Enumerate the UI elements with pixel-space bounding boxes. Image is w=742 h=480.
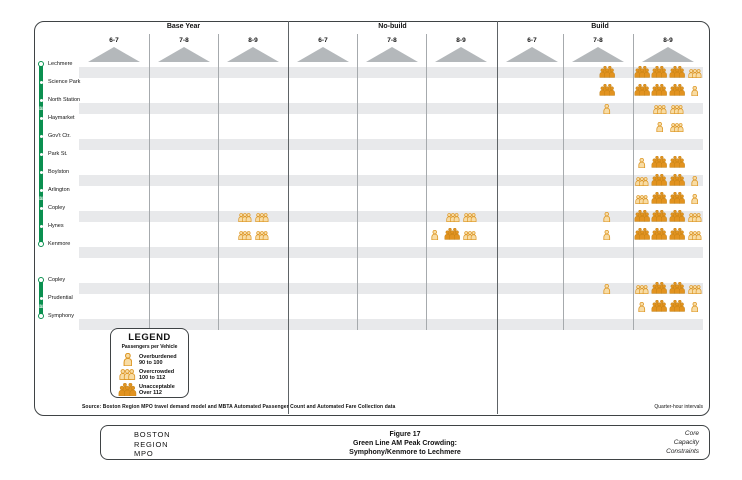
crowding-icon-overcrowded bbox=[446, 213, 460, 222]
overburdened-person-icon bbox=[116, 353, 139, 366]
crowding-icon-overburdened bbox=[691, 86, 699, 96]
crowding-icon-unacceptable bbox=[669, 228, 686, 240]
org-line: REGION bbox=[134, 439, 169, 449]
crowding-icon-overcrowded bbox=[463, 231, 477, 240]
peak-triangle-icon bbox=[435, 47, 487, 62]
crowding-icon-overburdened bbox=[603, 212, 611, 222]
figure-title-line: Symphony/Kenmore to Lechmere bbox=[349, 449, 461, 456]
station-label: Symphony bbox=[48, 312, 74, 319]
legend bbox=[110, 328, 189, 398]
crowding-icon-overcrowded bbox=[255, 231, 269, 240]
terminal-station-dot bbox=[38, 61, 44, 67]
terminal-station-dot bbox=[38, 277, 44, 283]
legend-item-range: 90 to 100 bbox=[139, 359, 163, 366]
section-label: No-build bbox=[378, 23, 407, 30]
legend-item-unacceptable bbox=[111, 382, 188, 397]
crowding-icon-overburdened bbox=[691, 302, 699, 312]
peak-triangle-icon bbox=[88, 47, 140, 62]
hour-label: 6-7 bbox=[318, 37, 328, 44]
crowding-icon-unacceptable bbox=[669, 300, 686, 312]
row-stripe bbox=[79, 139, 703, 150]
crowding-icon-overcrowded bbox=[238, 213, 252, 222]
crowding-icon-unacceptable bbox=[599, 66, 616, 78]
figure-number: Figure 17 bbox=[389, 431, 421, 438]
station-dot bbox=[40, 225, 43, 228]
station-dot bbox=[40, 207, 43, 210]
figure-title bbox=[101, 430, 709, 457]
peak-triangle-icon bbox=[572, 47, 624, 62]
source-note: Source: Boston Region MPO travel demand model and MBTA Automated Passenger Count and Automated Fare Collection data bbox=[82, 404, 396, 410]
crowding-icon-overcrowded bbox=[688, 213, 702, 222]
station-label: Science Park bbox=[48, 78, 81, 85]
hour-label: 8-9 bbox=[663, 37, 673, 44]
station-dot bbox=[40, 171, 43, 174]
overcrowded-persons-icon bbox=[116, 369, 139, 380]
crowding-icon-unacceptable bbox=[669, 174, 686, 186]
crowding-icon-overburdened bbox=[691, 176, 699, 186]
crowding-icon-unacceptable bbox=[634, 66, 651, 78]
report-tagline bbox=[666, 429, 699, 456]
station-label: North Station bbox=[48, 96, 81, 103]
hour-label: 8-9 bbox=[456, 37, 466, 44]
figure-title-line: Green Line AM Peak Crowding: bbox=[353, 440, 457, 447]
crowding-icon-unacceptable bbox=[634, 228, 651, 240]
crowding-icon-overburdened bbox=[691, 194, 699, 204]
column-divider bbox=[633, 34, 634, 330]
legend-title: LEGEND bbox=[128, 332, 171, 343]
hour-label: 8-9 bbox=[248, 37, 258, 44]
crowding-icon-overcrowded bbox=[688, 285, 702, 294]
section-divider bbox=[497, 21, 498, 414]
peak-triangle-icon bbox=[506, 47, 558, 62]
crowding-icon-overburdened bbox=[603, 230, 611, 240]
crowding-icon-overburdened bbox=[638, 158, 646, 168]
crowding-icon-overcrowded bbox=[670, 105, 684, 114]
legend-item-label: Overburdened bbox=[139, 353, 177, 360]
station-label: Kenmore bbox=[48, 240, 71, 247]
terminal-station-dot bbox=[38, 241, 44, 247]
row-stripe bbox=[79, 175, 703, 186]
legend-subtitle: Passengers per Vehicle bbox=[121, 344, 178, 350]
tagline-line: Constraints bbox=[666, 448, 699, 455]
crowding-icon-unacceptable bbox=[651, 174, 668, 186]
crowding-icon-overcrowded bbox=[463, 213, 477, 222]
legend-item-range: Over 112 bbox=[139, 389, 162, 396]
station-dot bbox=[40, 153, 43, 156]
crowding-icon-unacceptable bbox=[634, 210, 651, 222]
peak-triangle-icon bbox=[366, 47, 418, 62]
org-line: BOSTON bbox=[134, 430, 171, 439]
peak-triangle-icon bbox=[297, 47, 349, 62]
crowding-icon-unacceptable bbox=[651, 156, 668, 168]
legend-item-label: Unacceptable bbox=[139, 383, 175, 390]
station-label: Lechmere bbox=[48, 60, 73, 67]
crowding-icon-overcrowded bbox=[635, 195, 649, 204]
figure-footer bbox=[100, 425, 710, 460]
crowding-icon-overburdened bbox=[603, 284, 611, 294]
crowding-icon-unacceptable bbox=[669, 66, 686, 78]
section-label: Base Year bbox=[166, 23, 201, 30]
peak-triangle-icon bbox=[158, 47, 210, 62]
station-label: Boylston bbox=[48, 168, 70, 175]
section-label: Build bbox=[591, 23, 609, 30]
column-divider bbox=[426, 34, 427, 330]
station-label: Park St. bbox=[48, 150, 68, 157]
station-label: Hynes bbox=[48, 222, 64, 229]
peak-triangle-icon bbox=[227, 47, 279, 62]
column-divider bbox=[218, 34, 219, 330]
crowding-icon-overcrowded bbox=[635, 177, 649, 186]
hour-label: 7-8 bbox=[179, 37, 189, 44]
crowding-icon-overcrowded bbox=[670, 123, 684, 132]
peak-triangle-icon bbox=[642, 47, 694, 62]
crowding-icon-unacceptable bbox=[651, 228, 668, 240]
crowding-icon-unacceptable bbox=[599, 84, 616, 96]
crowding-icon-unacceptable bbox=[651, 66, 668, 78]
crowding-icon-overcrowded bbox=[238, 231, 252, 240]
station-label: Arlington bbox=[48, 186, 70, 193]
crowding-icon-unacceptable bbox=[651, 210, 668, 222]
terminal-station-dot bbox=[38, 313, 44, 319]
station-dot bbox=[40, 81, 43, 84]
commuter-rail-icon: ≋ bbox=[38, 195, 44, 202]
station-label: Gov't Ctr. bbox=[48, 132, 71, 139]
crowding-icon-unacceptable bbox=[444, 228, 461, 240]
tagline-line: Capacity bbox=[673, 439, 699, 446]
crowding-icon-unacceptable bbox=[669, 282, 686, 294]
row-stripe bbox=[79, 247, 703, 258]
hour-label: 6-7 bbox=[527, 37, 537, 44]
section-divider bbox=[288, 21, 289, 414]
crowding-icon-unacceptable bbox=[669, 84, 686, 96]
crowding-icon-unacceptable bbox=[651, 282, 668, 294]
crowding-icon-unacceptable bbox=[669, 192, 686, 204]
crowding-icon-overcrowded bbox=[653, 105, 667, 114]
station-label: Haymarket bbox=[48, 114, 75, 121]
crowding-icon-overcrowded bbox=[688, 231, 702, 240]
unacceptable-persons-icon bbox=[116, 383, 139, 396]
interval-note: Quarter-hour intervals bbox=[654, 404, 703, 410]
station-label: Copley bbox=[48, 204, 66, 211]
crowding-icon-unacceptable bbox=[669, 210, 686, 222]
crowding-icon-unacceptable bbox=[651, 300, 668, 312]
column-divider bbox=[149, 34, 150, 330]
crowding-icon-unacceptable bbox=[651, 84, 668, 96]
legend-item-overburdened bbox=[111, 352, 188, 367]
commuter-rail-icon: ≋ bbox=[38, 105, 44, 112]
station-dot bbox=[40, 135, 43, 138]
hour-label: 7-8 bbox=[387, 37, 397, 44]
legend-item-label: Overcrowded bbox=[139, 368, 175, 375]
commuter-rail-icon: ≋ bbox=[38, 303, 44, 310]
org-line: MPO bbox=[134, 449, 154, 458]
crowding-icon-unacceptable bbox=[669, 156, 686, 168]
station-label: Copley bbox=[48, 276, 66, 283]
station-dot bbox=[40, 99, 43, 102]
crowding-icon-overcrowded bbox=[635, 285, 649, 294]
crowding-icon-overcrowded bbox=[255, 213, 269, 222]
column-divider bbox=[357, 34, 358, 330]
legend-item-overcrowded bbox=[111, 367, 188, 382]
station-dot bbox=[40, 297, 43, 300]
crowding-icon-overburdened bbox=[431, 230, 439, 240]
hour-label: 7-8 bbox=[593, 37, 603, 44]
crowding-icon-unacceptable bbox=[651, 192, 668, 204]
crowding-icon-overcrowded bbox=[688, 69, 702, 78]
station-dot bbox=[40, 189, 43, 192]
station-dot bbox=[40, 117, 43, 120]
station-label: Prudential bbox=[48, 294, 73, 301]
legend-item-range: 100 to 112 bbox=[139, 374, 166, 381]
crowding-icon-unacceptable bbox=[634, 84, 651, 96]
crowding-icon-overburdened bbox=[656, 122, 664, 132]
crowding-icon-overburdened bbox=[638, 302, 646, 312]
crowding-icon-overburdened bbox=[603, 104, 611, 114]
tagline-line: Core bbox=[684, 430, 699, 437]
column-divider bbox=[563, 34, 564, 330]
hour-label: 6-7 bbox=[109, 37, 119, 44]
